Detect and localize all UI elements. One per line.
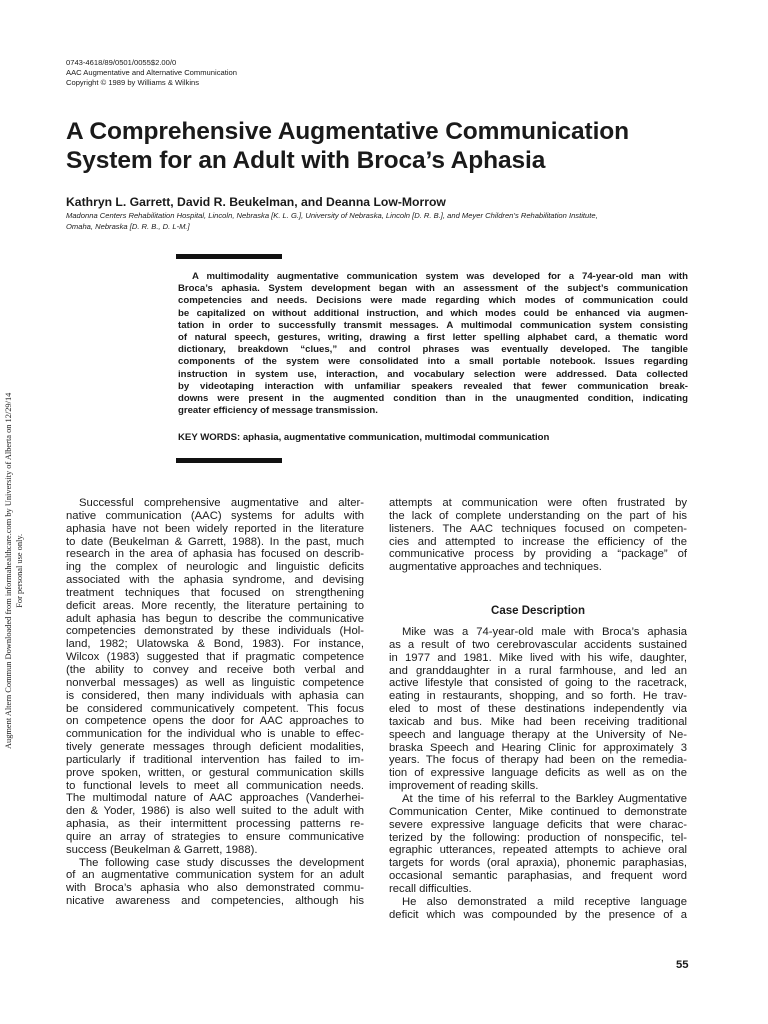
body-line: years. The focus of therapy had been on the remedia- [389,754,687,767]
abstract-line: tation in order to successfully transmit messages. A multimodal communication system consisting [178,319,688,331]
abstract-line: A multimodality augmentative communication system was developed for a 74-year-old man with [192,271,688,282]
body-line: He also demonstrated a mild receptive language [402,895,687,908]
body-line: Communication Center, Mike continued to demonstrate [389,805,687,818]
section-heading-case-description: Case Description [491,605,585,617]
body-line: with Broca’s aphasia who also demonstrated commu- [66,882,364,895]
abstract [178,271,688,417]
abstract-line: downs were present in the augmented condition than in the unaugmented condition, indicating [178,393,688,405]
abstract-line: Broca’s aphasia. System development began with an assessment of the subject’s communication [178,283,688,295]
watermark-line: Augment Altern Commun Downloaded from informahealthcare.com by University of Alberta on 12/29/14 [4,392,13,749]
body-line: (the ability to convey and receive both verbal and [66,663,364,676]
body-line: At the time of his referral to the Barkley Augmentative [402,792,687,805]
body-line: Wilcox (1983) suggested that if pragmatic competence [66,651,364,664]
body-line: adult aphasia has begun to describe the communicative [66,612,364,625]
affiliations [66,211,696,232]
body-line: improvement of reading skills. [389,780,539,793]
body-line: and granddaughter in a rural farmhouse, and led an [389,664,687,677]
body-line: taxicab and bus. Mike had been receiving traditional [389,715,687,728]
watermark-line: For personal use only. [14,533,24,608]
body-column-right-top [389,497,687,574]
body-line: particularly if traditional intervention has failed to im- [66,753,364,766]
body-line: The multimodal nature of AAC approaches (Vanderhei- [66,792,364,805]
body-line: land, 1982; Ulatowska & Bond, 1983). For instance, [66,638,364,651]
body-line: The following case study discusses the development [79,856,364,869]
abstract-line: competencies and needs. Decisions were made regarding which modes of communication could [178,295,688,307]
body-line: communicative process by providing a “package” of [389,548,687,561]
body-line: augmentative approaches and techniques. [389,561,602,574]
body-line: tively generate messages through deficient modalities, [66,741,364,754]
body-line: treatment techniques that focused on strengthening [66,586,364,599]
body-line: communication for the individual who is unable to effec- [66,728,364,741]
body-line: aphasia, as their intermittent processing patterns re- [66,818,364,831]
body-line: success (Beukelman & Garrett, 1988). [66,843,258,856]
body-column-left [66,497,364,908]
download-watermark [4,393,25,749]
body-line: recall difficulties. [389,882,472,895]
article-title [66,117,716,175]
title-line: System for an Adult with Broca’s Aphasia [66,147,546,174]
body-line: native communication (AAC) systems for adults with [66,509,364,522]
body-line: eled to most of these destinations independently via [389,703,687,716]
body-line: ing the complex of neurologic and linguistic deficits [66,561,364,574]
affiliation-line: Madonna Centers Rehabilitation Hospital, Lincoln, Nebraska [K. L. G.], University of Nebraska, Lincoln [D. R. B.], and Meyer Children’s Rehabilitation Institute, [66,211,598,220]
body-line: severe expressive language deficits that were charac- [389,818,687,831]
abstract-bottom-rule [176,458,282,463]
page-number: 55 [676,959,689,971]
body-line: competencies demonstrated by these individuals (Hol- [66,625,364,638]
body-line: tion of expressive language deficits as well as on the [389,767,687,780]
body-line: deficit areas. More recently, the literature pertaining to [66,599,364,612]
body-line: on competence opens the door for AAC approaches to [66,715,364,728]
body-line: speech and language therapy at the University of Ne- [389,728,687,741]
article-code: 0743-4618/89/0501/0055$2.00/0 [66,58,177,67]
body-line: quire an array of strategies to ensure communicative [66,830,364,843]
body-line: occasional semantic paraphasias, and frequent word [389,870,687,883]
abstract-line: greater efficiency of message transmission. [178,405,378,417]
copyright-line: Copyright © 1989 by Williams & Wilkins [66,78,200,87]
body-line: cies and attempted to increase the efficiency of the [389,535,687,548]
author-list: Kathryn L. Garrett, David R. Beukelman, and Deanna Low-Morrow [66,195,446,209]
body-line: research in the area of aphasia has focused on describ- [66,548,364,561]
body-line: to date (Beukelman & Garrett, 1988). In the past, much [66,535,364,548]
abstract-line: components of the system were consolidated into a small portable notebook. Issues regarding [178,356,688,368]
body-line: egraphic utterances, repeated attempts to achieve oral [389,844,687,857]
body-line: to functional levels to meet all communication needs. [66,779,364,792]
body-line: prove spoken, written, or gestural communication skills [66,766,364,779]
body-line: den & Yoder, 1986) is also well suited to the adult with [66,805,364,818]
body-line: associated with the aphasia syndrome, and devising [66,574,364,587]
affiliation-line: Omaha, Nebraska [D. R. B., D. L-M.] [66,221,190,231]
body-line: deficit which was compounded by the presence of a [389,908,687,921]
body-line: active lifestyle that consisted of going to the racetrack, [389,677,687,690]
abstract-line: of natural speech, gestures, writing, drawing a first letter spelling alphabet card, a thematic word [178,332,688,344]
body-line: of an augmentative communication system for an adult [66,869,364,882]
abstract-top-rule [176,254,282,259]
journal-name: AAC Augmentative and Alternative Communication [66,68,237,77]
body-line: nicative awareness and competencies, although his [66,895,364,908]
publication-metadata [66,58,237,88]
body-column-right-case [389,626,687,921]
abstract-line: be capitalized on without additional instruction, and which modes could be enhanced via augmen- [178,307,688,319]
body-line: listeners. The AAC techniques focused on competen- [389,522,687,535]
body-line: Mike was a 74-year-old male with Broca’s aphasia [402,626,687,638]
body-line: attempts at communication were often frustrated by [389,497,687,509]
body-line: terized by the following: production of nonspecific, tel- [389,831,687,844]
body-line: be considered communicatively competent. This focus [66,702,364,715]
body-line: the lack of complete understanding on the part of his [389,509,687,522]
body-line: targets for words (oral apraxia), phonemic paraphasias, [389,857,687,870]
body-line: as a result of two cerebrovascular accidents sustained [389,638,687,651]
key-words: KEY WORDS: aphasia, augmentative communication, multimodal communication [178,432,550,443]
body-line: Successful comprehensive augmentative and alter- [79,497,364,509]
body-line: eating in restaurants, shopping, and so forth. He trav- [389,690,687,703]
body-line: in 1977 and 1981. Mike lived with his wife, daughter, [389,651,687,664]
body-line: is considered, then many individuals with aphasia can [66,689,364,702]
body-line: nonverbal messages) as well as linguistic competence [66,676,364,689]
abstract-line: dictionary, breakdown “clues,” and control phrases was eventually developed. The tangible [178,344,688,356]
abstract-line: instruction in system use, interaction, and vocabulary selection were addressed. Data collected [178,368,688,380]
title-line: A Comprehensive Augmentative Communication [66,118,630,145]
body-line: braska Speech and Hearing Clinic for approximately 3 [389,741,687,754]
body-line: aphasia have not been widely reported in the literature [66,522,364,535]
abstract-line: by videotaping interaction with unfamiliar speakers revealed that fewer communication break- [178,380,688,392]
